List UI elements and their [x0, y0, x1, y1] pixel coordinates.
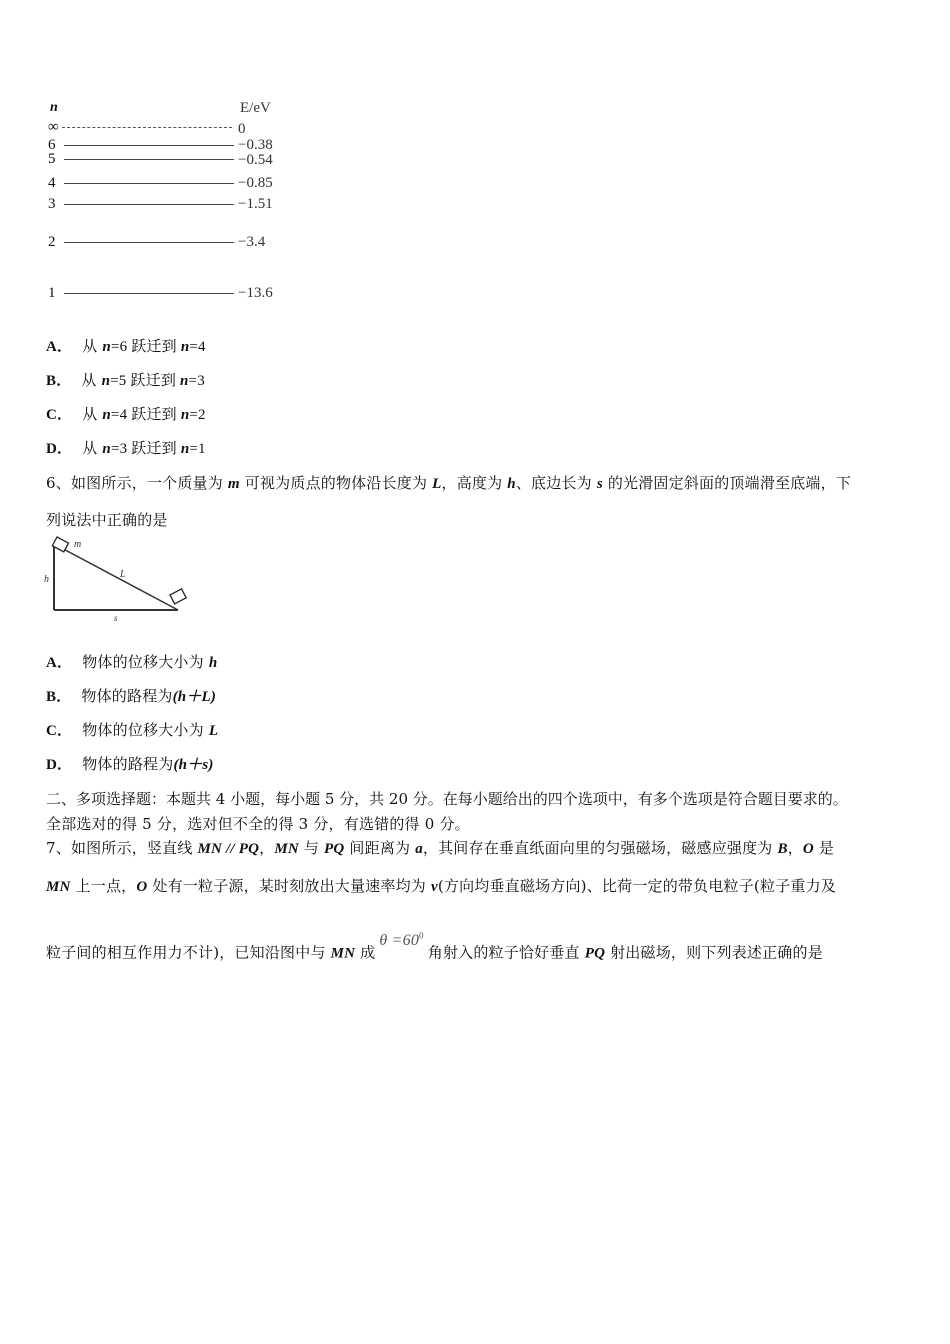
section2-instructions-line1: 二、多项选择题：本题共 4 小题，每小题 5 分，共 20 分。在每小题给出的四个选项中，有多个选项是符合题目要求的。	[46, 790, 848, 808]
block-bottom	[170, 589, 186, 604]
level-n-1: 1	[48, 285, 56, 301]
level-n-5: 5	[48, 151, 56, 167]
level-n-4: 4	[48, 175, 56, 191]
level-e-5: −0.54	[238, 152, 273, 168]
q6-option-a: A． 物体的位移大小为 h	[46, 653, 218, 671]
q6-stem-line1: 6、如图所示，一个质量为 m 可视为质点的物体沿长度为 L，高度为 h、底边长为 s 的光滑固定斜面的顶端滑至底端，下	[46, 474, 852, 492]
axis-label-n: n	[50, 100, 58, 115]
level-e-inf: 0	[238, 121, 246, 137]
q5-option-a: A． 从 n=6 跃迁到 n=4	[46, 337, 206, 355]
q7-stem-line3: 粒子间的相互作用力不计)，已知沿图中与 MN 成$\theta =60^0$角射入的粒子恰好垂直 PQ 射出磁场，则下列表述正确的是	[46, 931, 823, 962]
level-line-inf	[62, 127, 232, 128]
q6-option-b: B． 物体的路程为(h＋L)	[46, 687, 217, 705]
section2-instructions-line2: 全部选对的得 5 分，选对但不全的得 3 分，有选错的得 0 分。	[46, 815, 470, 833]
level-n-6: 6	[48, 137, 56, 153]
label-s: s	[114, 613, 118, 623]
level-e-2: −3.4	[238, 234, 266, 250]
level-e-6: −0.38	[238, 137, 273, 153]
level-line-6	[64, 145, 234, 146]
level-n-inf: ∞	[48, 119, 59, 135]
label-L: L	[120, 569, 126, 580]
level-n-3: 3	[48, 196, 56, 212]
q6-option-c: C． 物体的位移大小为 L	[46, 721, 219, 739]
q5-option-d: D． 从 n=3 跃迁到 n=1	[46, 439, 206, 457]
q5-option-b: B． 从 n=5 跃迁到 n=3	[46, 371, 205, 389]
q7-stem-line1: 7、如图所示，竖直线 MN // PQ，MN 与 PQ 间距离为 a，其间存在垂直纸面向里的匀强磁场，磁感应强度为 B，O 是	[46, 839, 835, 857]
level-line-5	[64, 159, 234, 160]
q6-option-d: D． 物体的路程为(h＋s)	[46, 755, 214, 773]
level-e-3: −1.51	[238, 196, 273, 212]
level-line-2	[64, 242, 234, 243]
label-m: m	[74, 539, 82, 550]
q6-stem-line2: 列说法中正确的是	[46, 511, 168, 529]
level-line-4	[64, 183, 234, 184]
label-h: h	[44, 574, 49, 585]
q5-option-c: C． 从 n=4 跃迁到 n=2	[46, 405, 206, 423]
incline-slope	[54, 544, 178, 610]
level-line-1	[64, 293, 234, 294]
level-e-4: −0.85	[238, 175, 273, 191]
theta-formula: $\theta =60^0$	[379, 931, 424, 950]
incline-figure	[40, 535, 190, 625]
level-n-2: 2	[48, 234, 56, 250]
q7-stem-line2: MN 上一点，O 处有一粒子源，某时刻放出大量速率均为 v(方向均垂直磁场方向)、比荷一定的带负电粒子(粒子重力及	[46, 877, 836, 895]
level-e-1: −13.6	[238, 285, 273, 301]
energy-level-diagram	[44, 98, 294, 308]
axis-label-energy: E/eV	[240, 100, 271, 116]
level-line-3	[64, 204, 234, 205]
